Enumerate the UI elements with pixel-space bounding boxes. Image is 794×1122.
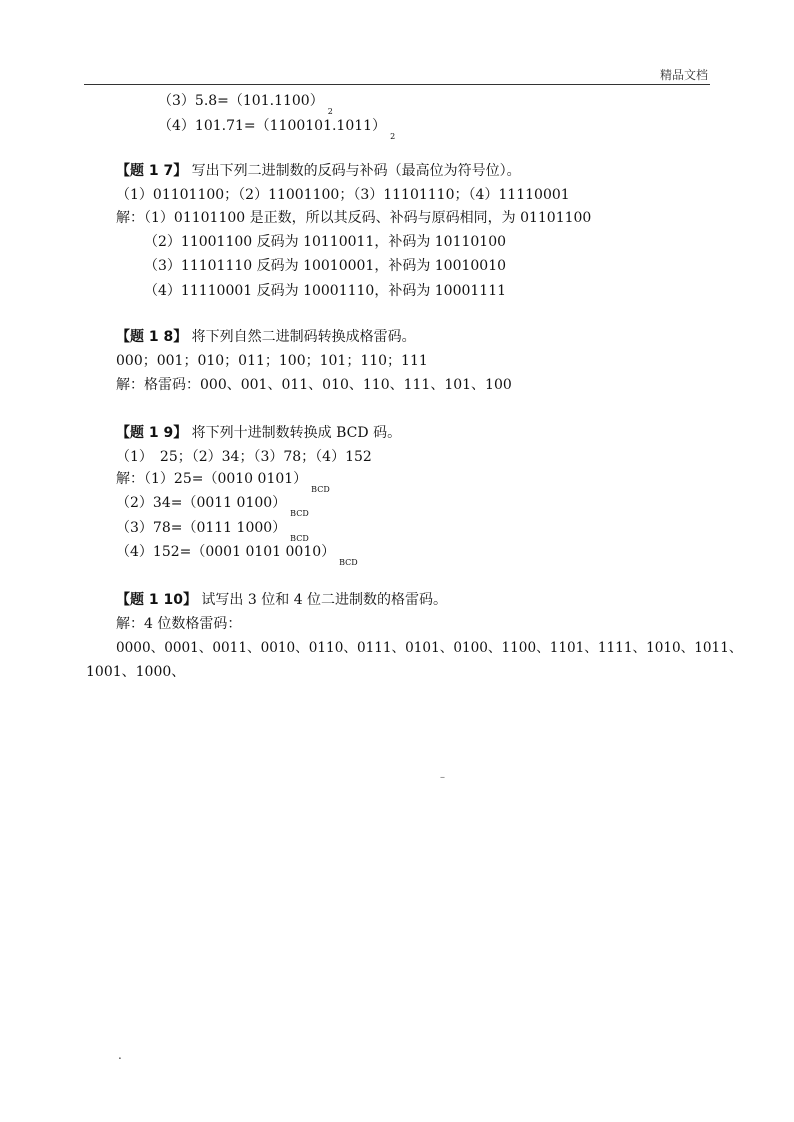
- q19-items: （1） 25；（2）34；（3）78；（4）152: [116, 449, 372, 465]
- q17-answer-2: （2）11001100 反码为 10110011，补码为 10110100: [144, 234, 507, 250]
- q17-title: [116, 161, 521, 181]
- q19-answer-2-text: （2）34=（0011 0100）: [116, 495, 287, 511]
- q19-answer-4-text: （4）152=（0001 0101 0010）: [116, 544, 336, 560]
- q19-answer-3-subscript: BCD: [290, 534, 309, 543]
- conversion-line-3: [158, 91, 333, 116]
- conversion-3-text: （3）5.8=（101.1100）: [158, 93, 324, 109]
- q19-answer-2: [116, 493, 309, 518]
- page-mark: –: [440, 772, 445, 783]
- q19-answer-2-subscript: BCD: [290, 509, 309, 518]
- q19-answer-4: [116, 542, 358, 567]
- q19-answer-1: [116, 469, 330, 494]
- conversion-line-4: [158, 116, 396, 141]
- q110-answer-intro: 解：4 位数格雷码：: [116, 616, 242, 632]
- q19-prompt: 将下列十进制数转换成 BCD 码。: [187, 425, 402, 441]
- q18-heading: 【题 1 8】: [116, 329, 188, 345]
- q110-answer-line-2: 1001、1000、: [86, 664, 186, 680]
- footer-dot: .: [118, 1048, 122, 1062]
- q18-answer: 解：格雷码：000、001、011、010、110、111、101、100: [116, 377, 512, 393]
- q18-title: [116, 327, 416, 347]
- q110-title: [116, 590, 447, 610]
- q19-answer-3: [116, 518, 309, 543]
- conversion-3-subscript: 2: [327, 107, 333, 116]
- q18-items: 000；001；010；011；100；101；110；111: [116, 353, 428, 369]
- q110-prompt: 试写出 3 位和 4 位二进制数的格雷码。: [196, 592, 448, 608]
- conversion-4-text: （4）101.71=（1100101.1011）: [158, 118, 387, 134]
- q17-items: （1）01101100；（2）11001100；（3）11101110；（4）11110001: [116, 187, 570, 203]
- q17-heading: 【题 1 7】: [116, 163, 188, 179]
- q110-answer-line-1: 0000、0001、0011、0010、0110、0111、0101、0100、1100、1101、1111、1010、1011、: [116, 640, 743, 656]
- conversion-4-subscript: 2: [390, 132, 396, 141]
- q19-answer-1-subscript: BCD: [311, 485, 330, 494]
- q110-heading: 【题 1 10】: [116, 592, 197, 608]
- q19-answer-4-subscript: BCD: [339, 558, 358, 567]
- q18-prompt: 将下列自然二进制码转换成格雷码。: [187, 329, 416, 345]
- header-label: 精品文档: [659, 68, 708, 82]
- q19-answer-1-text: 解：（1）25=（0010 0101）: [116, 471, 308, 487]
- q19-heading: 【题 1 9】: [116, 425, 188, 441]
- q19-answer-3-text: （3）78=（0111 1000）: [116, 520, 287, 536]
- q17-answer-3: （3）11101110 反码为 10010001，补码为 10010010: [144, 258, 507, 274]
- q17-answer-4: （4）11110001 反码为 10001110，补码为 10001111: [144, 283, 507, 299]
- q17-answer-1: 解：（1）01101100 是正数，所以其反码、补码与原码相同，为 01101100: [116, 210, 592, 226]
- q19-title: [116, 423, 401, 443]
- q17-prompt: 写出下列二进制数的反码与补码（最高位为符号位）。: [187, 163, 521, 179]
- header-rule: [84, 84, 710, 85]
